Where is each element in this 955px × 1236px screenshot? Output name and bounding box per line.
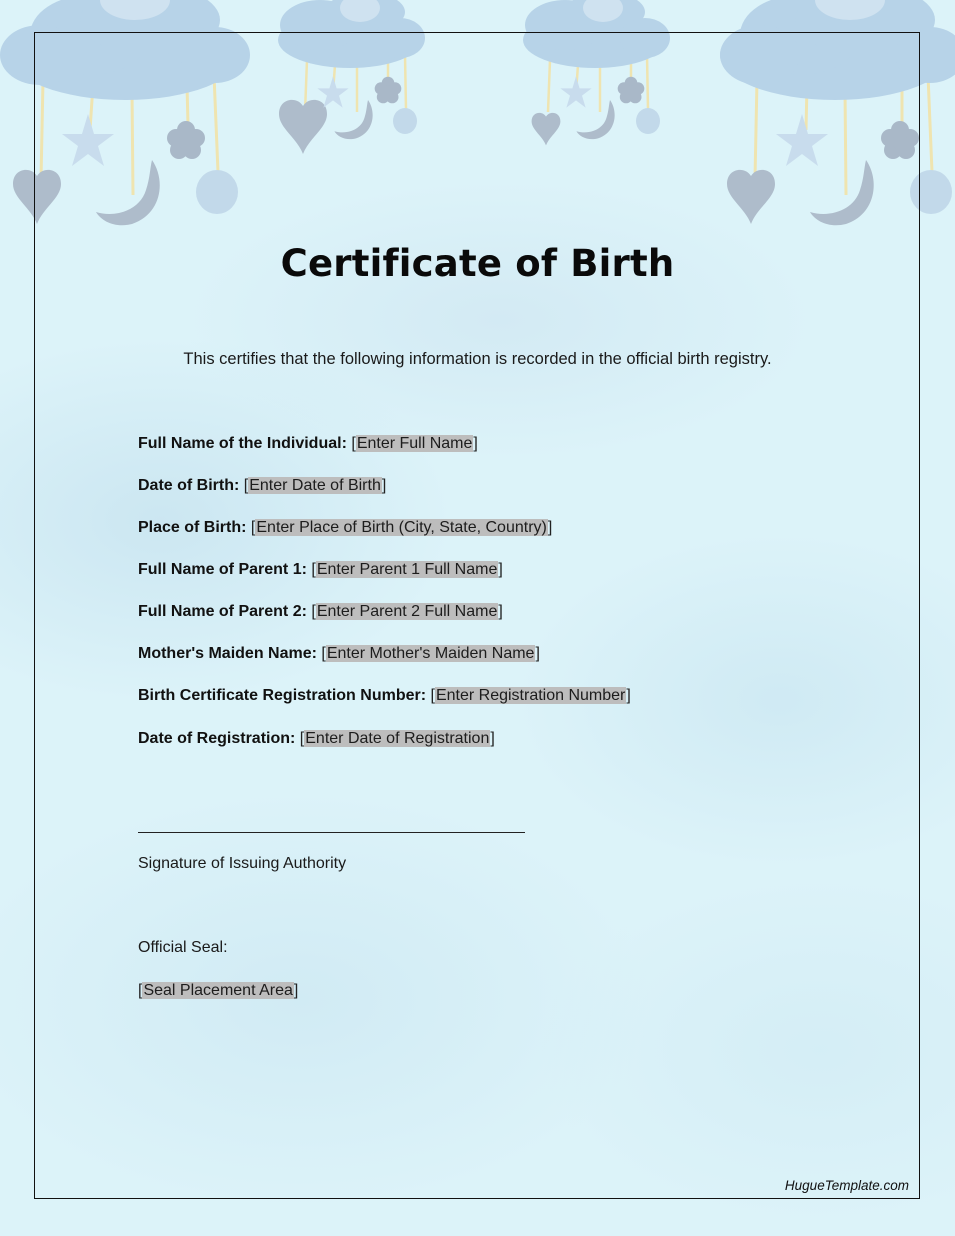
bracket-open: [ [250,519,256,536]
date-of-birth-placeholder[interactable]: Enter Date of Birth [249,477,381,494]
field-label: Full Name of Parent 1: [138,561,307,578]
signature-label: Signature of Issuing Authority [138,855,347,872]
bracket-open: [ [299,729,305,747]
bracket-open: [ [351,435,356,452]
field-label: Date of Birth: [138,477,240,494]
parent-1-placeholder[interactable]: Enter Parent 1 Full Name [316,561,498,578]
bracket-open: [ [430,687,435,704]
field-date-of-birth [138,475,631,517]
parent-2-placeholder[interactable]: Enter Parent 2 Full Name [316,603,498,620]
bracket-open: [ [138,982,143,999]
bracket-open: [ [243,477,249,494]
certificate-title: Certificate of Birth [280,242,675,285]
certificate-intro: This certifies that the following information is recorded in the official birth registry. [183,350,772,368]
field-full-name [138,433,631,475]
bracket-close: ] [626,687,631,704]
field-label: Full Name of the Individual: [138,435,347,452]
bracket-close: ] [490,729,495,747]
bracket-close: ] [498,561,503,578]
field-parent-2 [138,601,631,643]
field-label: Place of Birth: [138,519,247,536]
bracket-open: [ [311,603,316,620]
mothers-maiden-name-placeholder[interactable]: Enter Mother's Maiden Name [326,645,535,662]
field-label: Full Name of Parent 2: [138,603,307,620]
official-seal-label: Official Seal: [138,939,228,956]
bracket-close: ] [547,519,553,536]
field-date-of-registration [138,728,631,770]
certificate-fields [138,433,631,770]
registration-number-placeholder[interactable]: Enter Registration Number [435,687,626,704]
field-mothers-maiden-name [138,643,631,685]
bracket-open: [ [311,561,316,578]
field-label: Date of Registration: [138,729,296,747]
field-parent-1 [138,559,631,601]
seal-placement-placeholder[interactable]: Seal Placement Area [143,982,293,999]
field-label: Birth Certificate Registration Number: [138,687,427,704]
bracket-close: ] [293,982,299,999]
field-label: Mother's Maiden Name: [138,645,317,662]
signature-line[interactable] [138,832,525,833]
bracket-close: ] [498,603,503,620]
bracket-open: [ [321,645,326,662]
seal-area [138,982,298,1000]
bracket-close: ] [535,645,540,662]
footer-brand: HugueTemplate.com [784,1178,909,1193]
bracket-close: ] [381,477,387,494]
field-place-of-birth [138,517,631,559]
field-registration-number [138,685,631,728]
date-of-registration-placeholder[interactable]: Enter Date of Registration [305,729,490,747]
full-name-placeholder[interactable]: Enter Full Name [356,435,473,452]
place-of-birth-placeholder[interactable]: Enter Place of Birth (City, State, Country) [256,519,547,536]
bracket-close: ] [473,435,478,452]
